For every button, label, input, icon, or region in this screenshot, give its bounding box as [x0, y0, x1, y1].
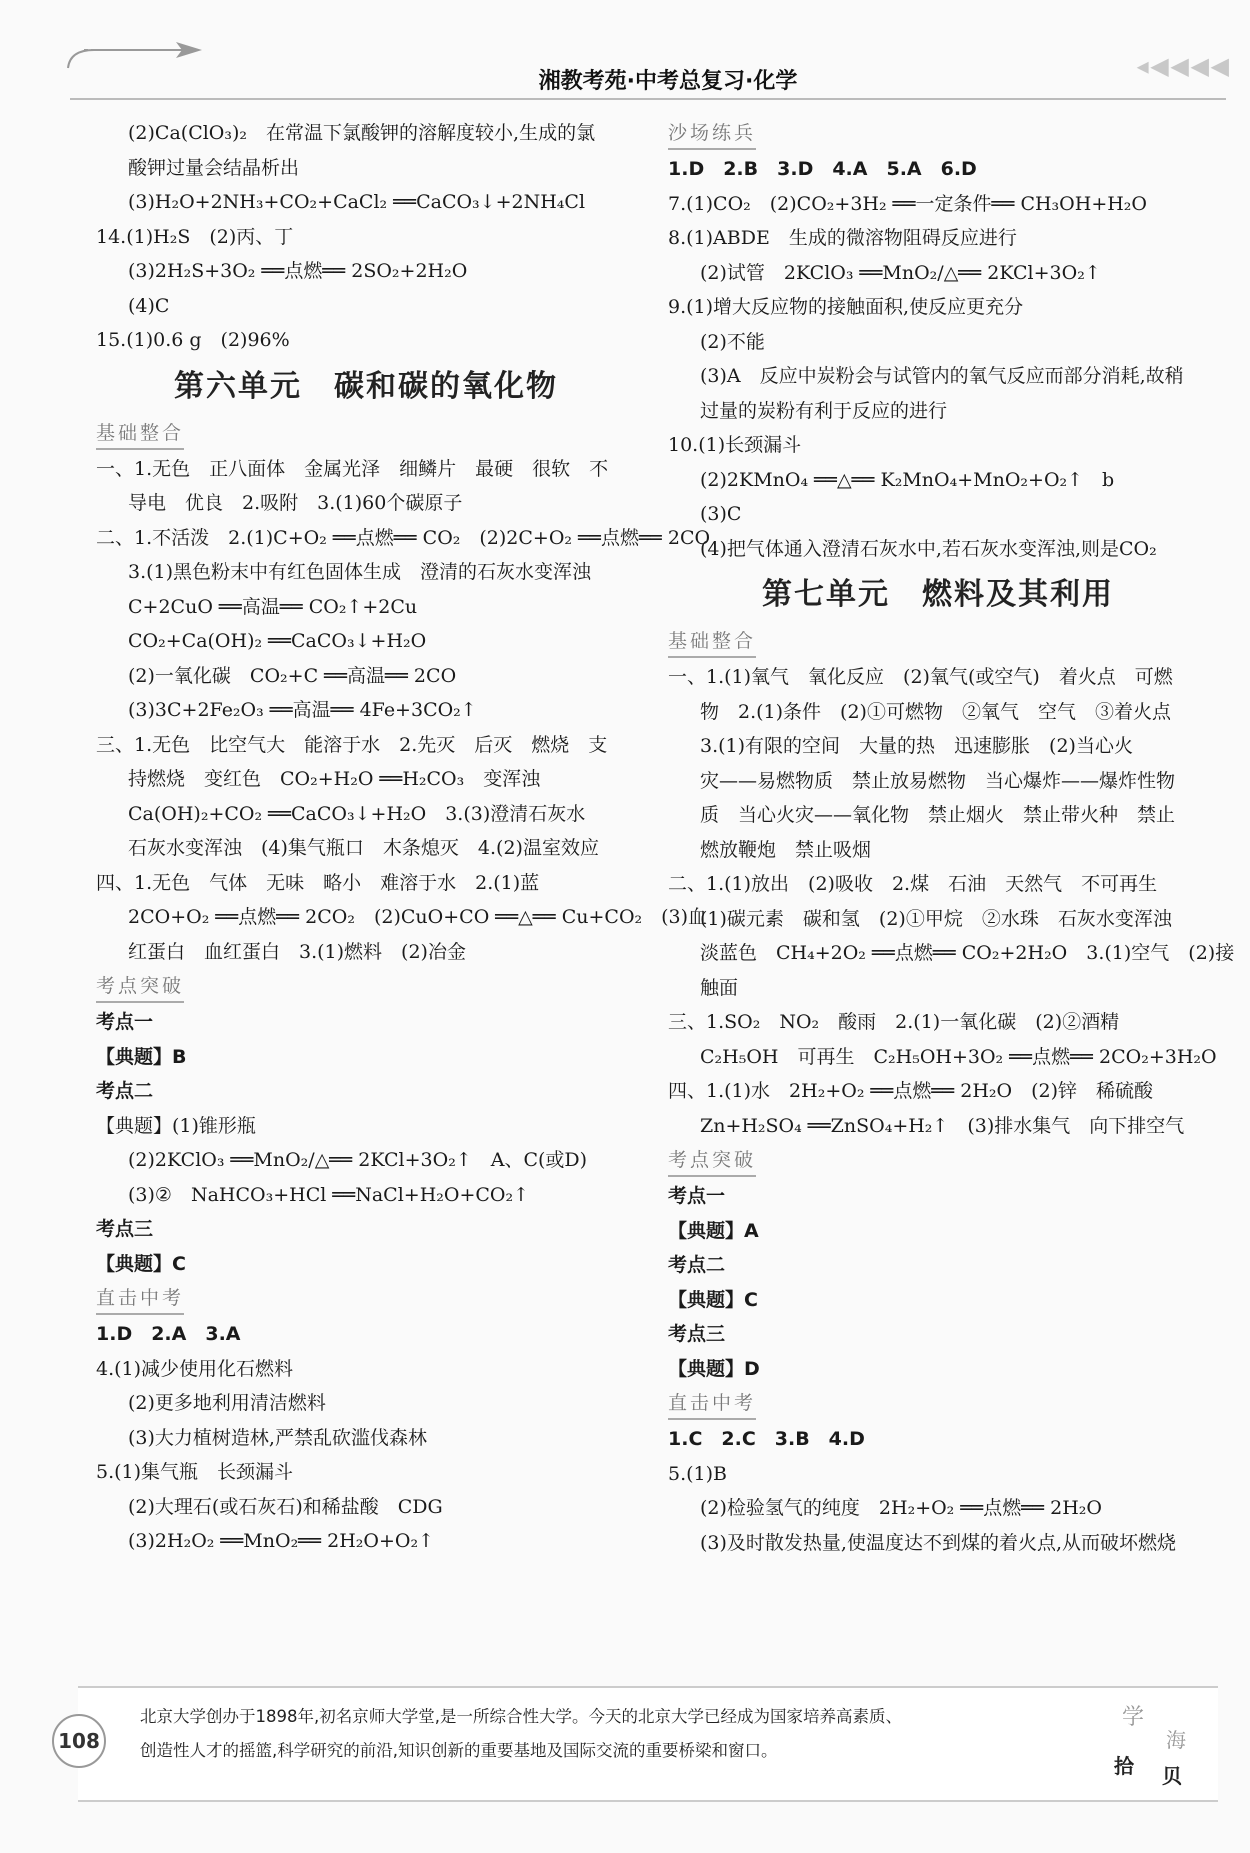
unit7-title: 第七单元 燃料及其利用 — [762, 577, 1114, 612]
answer-line: C₂H₅OH 可再生 C₂H₅OH+3O₂ ══点燃══ 2CO₂+3H₂O — [700, 1045, 1217, 1068]
answer-line: (3)C — [700, 503, 742, 525]
answer-line: (2)2KMnO₄ ══△══ K₂MnO₄+MnO₂+O₂↑ b — [700, 468, 1115, 491]
badge-char: 学 — [1122, 1705, 1145, 1730]
footer-line: 创造性人才的摇篮,科学研究的前沿,知识创新的重要基地及国际交流的重要桥梁和窗口。 — [140, 1741, 778, 1760]
answer-line: 灾——易燃物质 禁止放易燃物 当心爆炸——爆炸性物 — [700, 769, 1176, 792]
badge-char: 海 — [1166, 1728, 1186, 1752]
answer-line: (3)A 反应中炭粉会与试管内的氧气反应而部分消耗,故稍 — [700, 365, 1184, 387]
answer-line: 燃放鞭炮 禁止吸烟 — [700, 838, 872, 861]
kaodian-answer: (2)2KClO₃ ══MnO₂/△══ 2KCl+3O₂↑ A、C(或D) — [128, 1149, 588, 1171]
answer-line: 一、1.(1)氧气 氧化反应 (2)氧气(或空气) 着火点 可燃 — [668, 666, 1173, 688]
answer-line: Ca(OH)₂+CO₂ ══CaCO₃↓+H₂O 3.(3)澄清石灰水 — [128, 802, 586, 825]
answer-line: 一、1.无色 正八面体 金属光泽 细鳞片 最硬 很软 不 — [96, 457, 609, 480]
header-title: 湘教考苑·中考总复习·化学 — [538, 69, 798, 94]
answer-line: 导电 优良 2.吸附 3.(1)60个碳原子 — [128, 492, 463, 514]
answer-line: (4)把气体通入澄清石灰水中,若石灰水变浑浊,则是CO₂ — [700, 537, 1157, 560]
kaodian-label: 考点二 — [96, 1080, 154, 1102]
kaodian-label: 考点三 — [668, 1323, 726, 1345]
kaodian-answer: 【典题】C — [668, 1288, 758, 1311]
answer-line: (3)大力植树造林,严禁乱砍滥伐森林 — [128, 1426, 427, 1449]
answer-line: 4.(1)减少使用化石燃料 — [96, 1357, 294, 1380]
answer-line: 1.C 2.C 3.B 4.D — [668, 1428, 865, 1450]
answer-line: 红蛋白 血红蛋白 3.(1)燃料 (2)冶金 — [128, 940, 466, 963]
kaodian-label: 考点三 — [96, 1218, 154, 1240]
answer-line: 质 当心火灾——氧化物 禁止烟火 禁止带火种 禁止 — [700, 804, 1176, 826]
right-zhiji-subheading: 直击中考 — [668, 1388, 756, 1420]
footer-note — [78, 1686, 1218, 1802]
answer-line: 二、1.(1)放出 (2)吸收 2.煤 石油 天然气 不可再生 — [668, 873, 1158, 895]
answer-line: 5.(1)B — [668, 1462, 728, 1485]
answer-line: (2)不能 — [700, 330, 765, 353]
answer-line: (2)检验氢气的纯度 2H₂+O₂ ══点燃══ 2H₂O — [700, 1497, 1102, 1519]
triangle-icons: ◂ ◀ ◀ ◀ ◀ — [1136, 52, 1226, 80]
answer-line: (3)2H₂S+3O₂ ══点燃══ 2SO₂+2H₂O — [128, 260, 468, 282]
answer-line: 持燃烧 变红色 CO₂+H₂O ══H₂CO₃ 变浑浊 — [128, 768, 541, 790]
answer-line: 酸钾过量会结晶析出 — [128, 156, 300, 179]
answer-line: (3)3C+2Fe₂O₃ ══高温══ 4Fe+3CO₂↑ — [128, 699, 477, 721]
footer-line: 北京大学创办于1898年,初名京师大学堂,是一所综合性大学。今天的北京大学已经成为国家培养高素质、 — [140, 1707, 902, 1726]
answer-line: (1)碳元素 碳和氢 (2)①甲烷 ②水珠 石灰水变浑浊 — [700, 907, 1172, 930]
answer-line: 7.(1)CO₂ (2)CO₂+3H₂ ══一定条件══ CH₃OH+H₂O — [668, 192, 1147, 215]
answer-line: (2)Ca(ClO₃)₂ 在常温下氯酸钾的溶解度较小,生成的氯 — [128, 122, 596, 144]
kaodian-answer: 【典题】B — [96, 1045, 187, 1068]
answer-line: (3)及时散发热量,使温度达不到煤的着火点,从而破坏燃烧 — [700, 1531, 1176, 1554]
answer-line: 四、1.无色 气体 无味 略小 难溶于水 2.(1)蓝 — [96, 871, 540, 894]
footer-text — [140, 1700, 1120, 1768]
answer-line: 10.(1)长颈漏斗 — [668, 434, 802, 456]
right-column — [668, 116, 1235, 1560]
answer-line: (3)H₂O+2NH₃+CO₂+CaCl₂ ══CaCO₃↓+2NH₄Cl — [128, 191, 586, 213]
unit6-subheading: 基础整合 — [96, 418, 184, 450]
answer-line: (2)大理石(或石灰石)和稀盐酸 CDG — [128, 1495, 443, 1518]
answer-line: 四、1.(1)水 2H₂+O₂ ══点燃══ 2H₂O (2)锌 稀硫酸 — [668, 1080, 1154, 1102]
badge-char: 贝 — [1162, 1764, 1182, 1788]
unit6-answers — [96, 452, 711, 970]
unit7-subheading: 基础整合 — [668, 626, 756, 658]
answer-line: 物 2.(1)条件 (2)①可燃物 ②氧气 空气 ③着火点 — [700, 700, 1171, 723]
badge-char: 拾 — [1114, 1754, 1134, 1778]
answer-line: 二、1.不活泼 2.(1)C+O₂ ══点燃══ CO₂ (2)2C+O₂ ══点燃══ 2CO — [96, 526, 711, 549]
page-number: 108 — [52, 1714, 106, 1768]
kaodian-label: 考点一 — [668, 1185, 726, 1207]
answer-line: (2)试管 2KClO₃ ══MnO₂/△══ 2KCl+3O₂↑ — [700, 261, 1101, 284]
shachang-subheading: 沙场练兵 — [668, 118, 756, 150]
answer-line: 1.D 2.B 3.D 4.A 5.A 6.D — [668, 158, 977, 180]
answer-line: C+2CuO ══高温══ CO₂↑+2Cu — [128, 595, 418, 618]
header-divider — [70, 98, 1226, 100]
left-zhiji-subheading: 直击中考 — [96, 1283, 184, 1315]
answer-line: (2)更多地利用清洁燃料 — [128, 1392, 326, 1414]
answer-line: 3.(1)有限的空间 大量的热 迅速膨胀 (2)当心火 — [700, 735, 1133, 757]
answer-line: 5.(1)集气瓶 长颈漏斗 — [96, 1461, 294, 1483]
answer-line: 淡蓝色 CH₄+2O₂ ══点燃══ CO₂+2H₂O 3.(1)空气 (2)接 — [700, 942, 1235, 964]
answer-line: (3)2H₂O₂ ══MnO₂══ 2H₂O+O₂↑ — [128, 1530, 434, 1552]
kaodian-answer: 【典题】(1)锥形瓶 — [96, 1114, 256, 1137]
xuehai-shibei-badge — [1108, 1688, 1218, 1798]
answer-line: (4)C — [128, 294, 170, 317]
unit7-answers — [668, 660, 1235, 1143]
left-kaodian-subheading: 考点突破 — [96, 971, 184, 1003]
answer-line: 触面 — [700, 976, 739, 999]
kaodian-label: 考点一 — [96, 1011, 154, 1033]
kaodian-answer: 【典题】D — [668, 1357, 760, 1380]
answer-line: CO₂+Ca(OH)₂ ══CaCO₃↓+H₂O — [128, 630, 427, 652]
kaodian-label: 考点二 — [668, 1254, 726, 1276]
answer-line: 15.(1)0.6 g (2)96% — [96, 329, 290, 351]
answer-line: 9.(1)增大反应物的接触面积,使反应更充分 — [668, 296, 1024, 318]
unit6-title: 第六单元 碳和碳的氧化物 — [174, 368, 558, 404]
answer-line: Zn+H₂SO₄ ══ZnSO₄+H₂↑ (3)排水集气 向下排空气 — [700, 1114, 1185, 1137]
answer-line: 3.(1)黑色粉末中有红色固体生成 澄清的石灰水变浑浊 — [128, 561, 592, 583]
answer-line: 三、1.无色 比空气大 能溶于水 2.先灭 后灭 燃烧 支 — [96, 733, 608, 756]
answer-line: 三、1.SO₂ NO₂ 酸雨 2.(1)一氧化碳 (2)②酒精 — [668, 1011, 1120, 1033]
right-kaodian-subheading: 考点突破 — [668, 1145, 756, 1177]
answer-line: 8.(1)ABDE 生成的微溶物阻碍反应进行 — [668, 227, 1017, 249]
kaodian-answer: 【典题】A — [668, 1219, 759, 1242]
answer-line: 2CO+O₂ ══点燃══ 2CO₂ (2)CuO+CO ══△══ Cu+CO₂ (3)血 — [128, 906, 708, 928]
kaodian-answer: (3)② NaHCO₃+HCl ══NaCl+H₂O+CO₂↑ — [128, 1183, 530, 1206]
answer-line: 1.D 2.A 3.A — [96, 1323, 241, 1345]
answer-line: (2)一氧化碳 CO₂+C ══高温══ 2CO — [128, 664, 457, 687]
kaodian-answer: 【典题】C — [96, 1252, 186, 1275]
answer-line: 过量的炭粉有利于反应的进行 — [700, 399, 948, 422]
answer-line: 石灰水变浑浊 (4)集气瓶口 木条熄灭 4.(2)温室效应 — [128, 837, 599, 859]
arrow-icon — [64, 42, 204, 72]
left-answers-top — [96, 116, 636, 358]
answer-line: 14.(1)H₂S (2)丙、丁 — [96, 225, 294, 248]
